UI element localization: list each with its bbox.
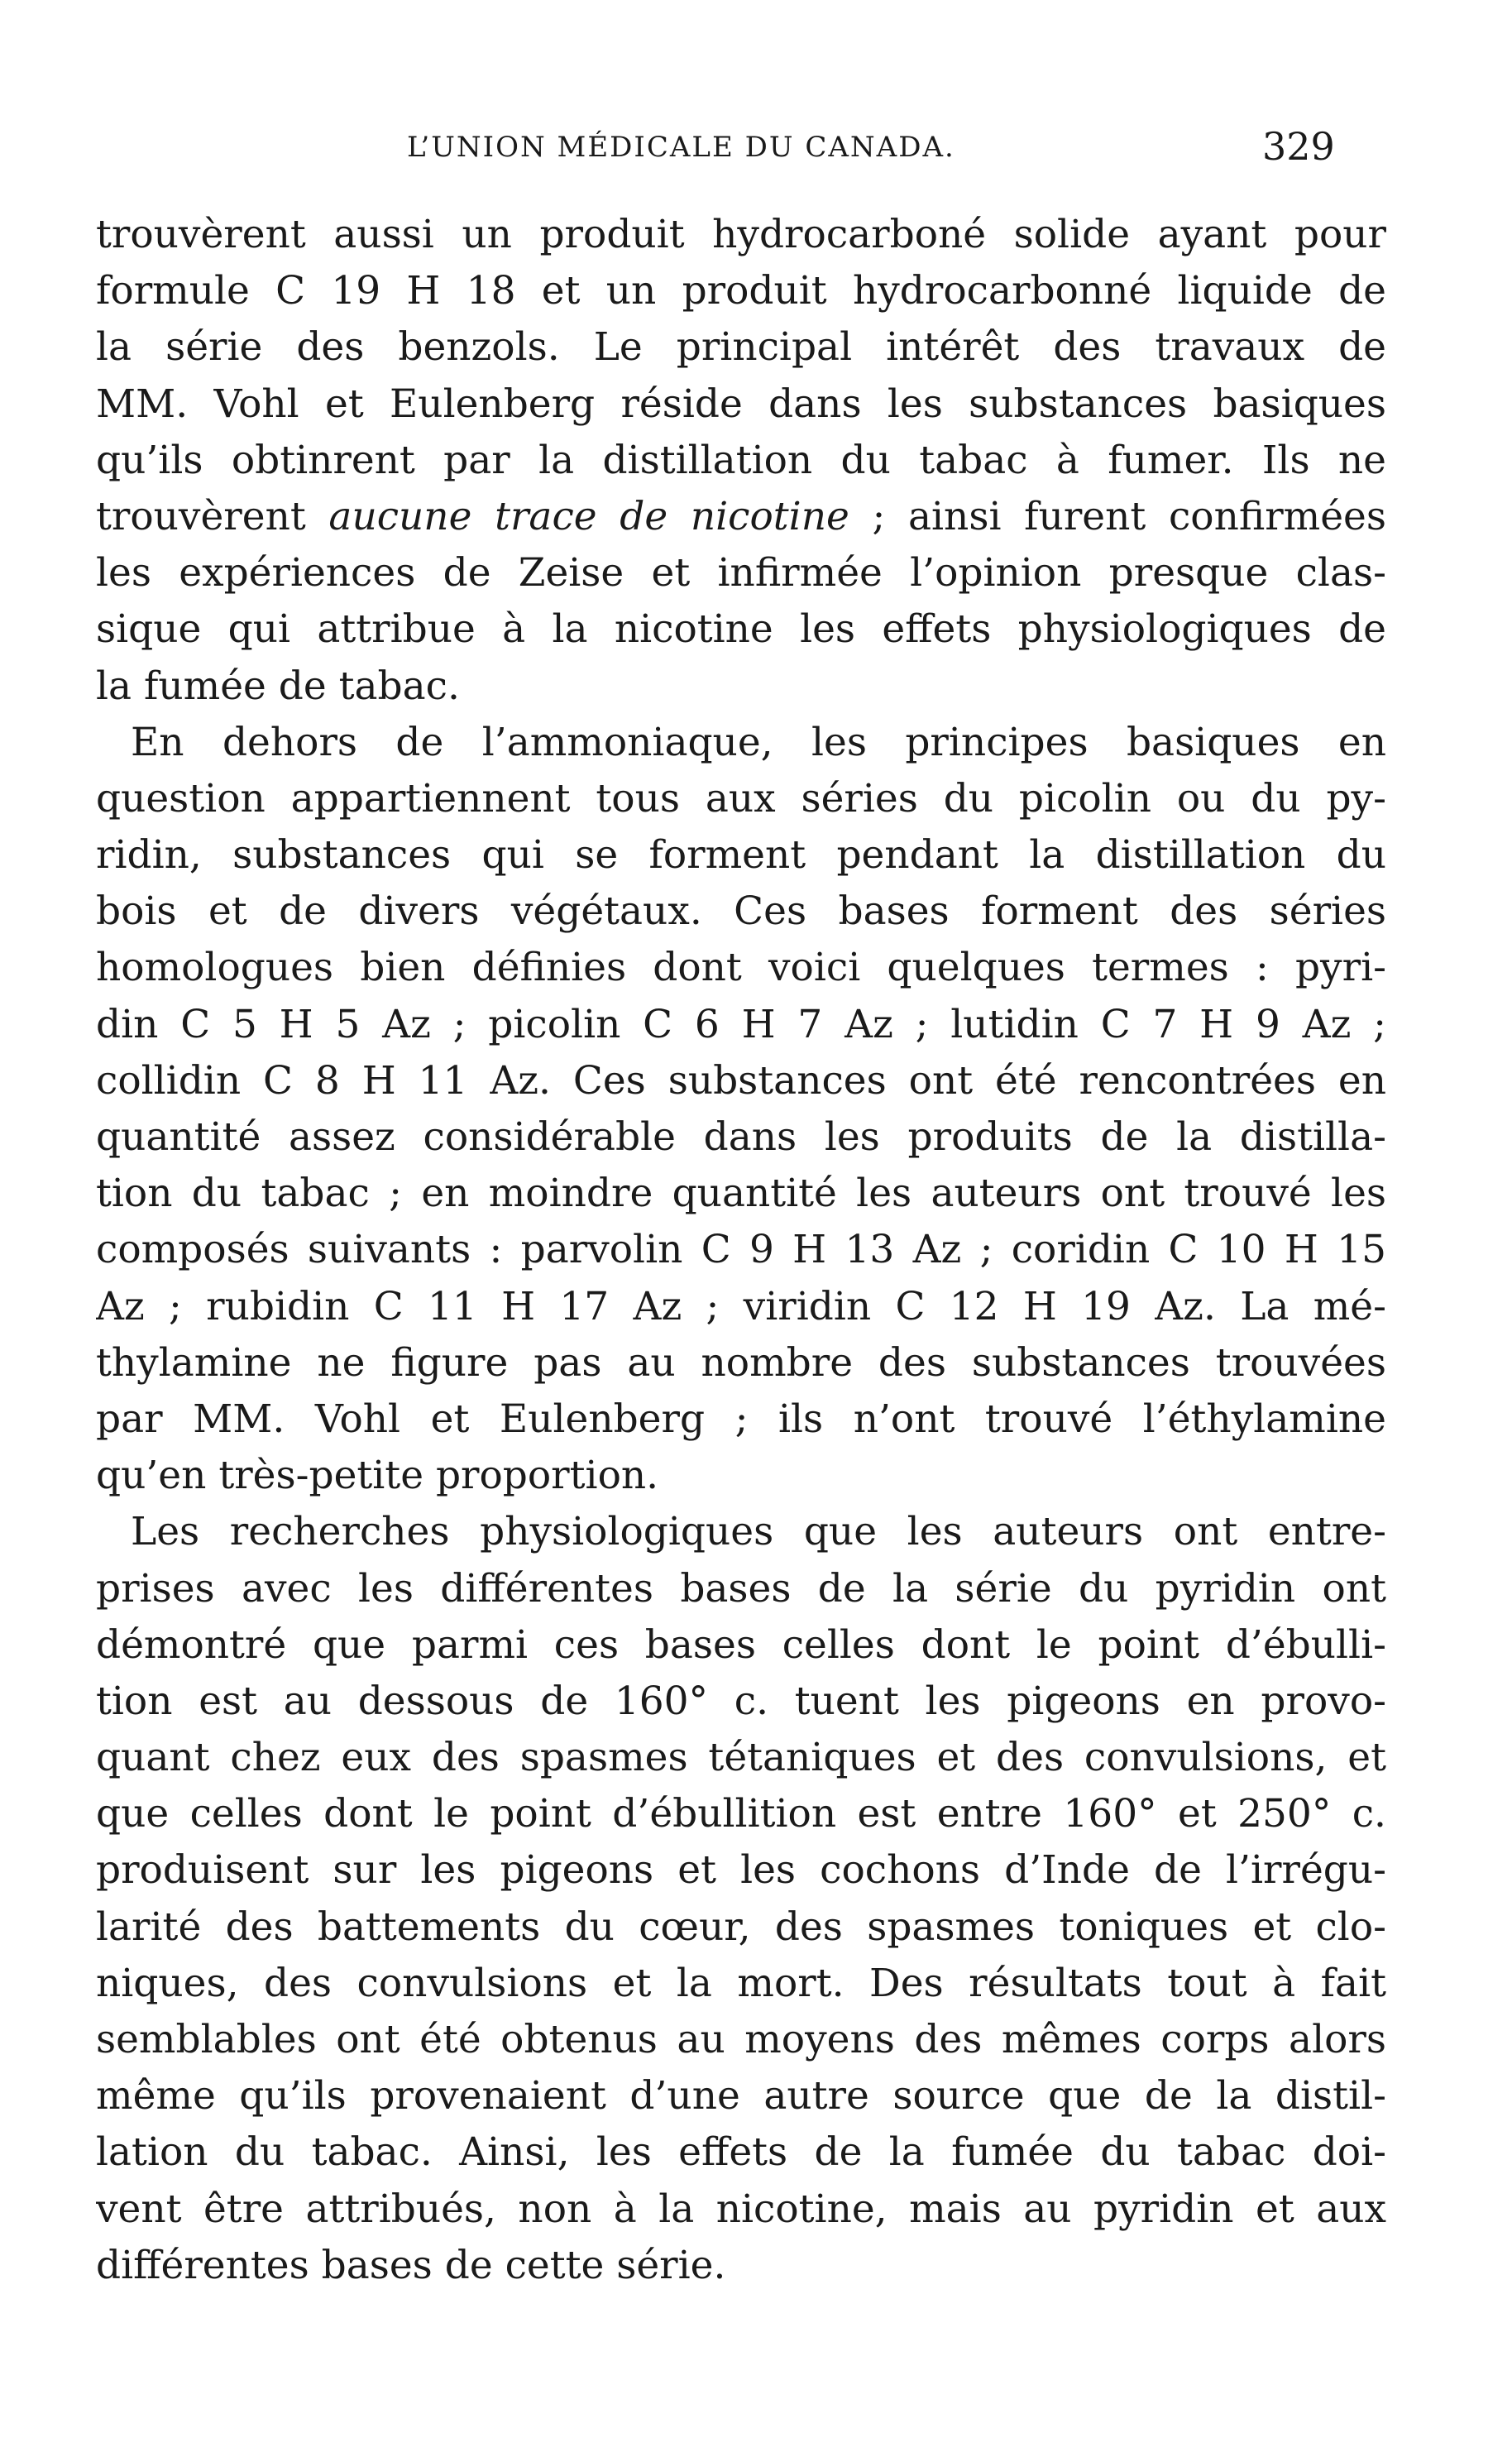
- text-line: la fumée de tabac.: [96, 663, 460, 709]
- text-line: composés suivants : parvolin C 9 H 13 Az ; coridin C 10 H 15: [96, 1227, 1386, 1273]
- text-line: MM. Vohl et Eulenberg réside dans les substances basiques: [96, 381, 1386, 427]
- text-line: même qu’ils provenaient d’une autre source que de la distil-: [96, 2073, 1386, 2119]
- text-line: sique qui attribue à la nicotine les effets physiologiques de: [96, 606, 1386, 653]
- text-line: quantité assez considérable dans les produits de la distilla-: [96, 1114, 1386, 1160]
- text-run: ; ainsi furent confirmées: [849, 493, 1386, 539]
- text-line: niques, des convulsions et la mort. Des résultats tout à fait: [96, 1960, 1386, 2006]
- text-line: produisent sur les pigeons et les cochons d’Inde de l’irrégu-: [96, 1847, 1386, 1894]
- text-line: semblables ont été obtenus au moyens des mêmes corps alors: [96, 2017, 1386, 2062]
- page-number: 329: [1262, 124, 1335, 169]
- text-line: par MM. Vohl et Eulenberg ; ils n’ont trouvé l’éthylamine: [96, 1396, 1386, 1442]
- text-line: la série des benzols. Le principal intérêt des travaux de: [96, 324, 1386, 371]
- text-line: différentes bases de cette série.: [96, 2242, 726, 2288]
- italic-phrase: aucune trace de nicotine: [328, 493, 849, 539]
- text-line: Les recherches physiologiques que les auteurs ont entre-: [131, 1509, 1386, 1555]
- text-run: trouvèrent: [96, 493, 329, 539]
- text-line: les expériences de Zeise et infirmée l’opinion presque clas-: [96, 550, 1386, 596]
- text-line: démontré que parmi ces bases celles dont le point d’ébulli-: [96, 1621, 1386, 1668]
- text-line: collidin C 8 H 11 Az. Ces substances ont été rencontrées en: [96, 1057, 1386, 1104]
- text-line: En dehors de l’ammoniaque, les principes basiques en: [131, 719, 1386, 765]
- text-line: formule C 19 H 18 et un produit hydrocarbonné liquide de: [96, 268, 1386, 314]
- text-line: prises avec les différentes bases de la série du pyridin ont: [96, 1565, 1386, 1612]
- text-line: thylamine ne figure pas au nombre des substances trouvées: [96, 1339, 1386, 1386]
- text-line: quant chez eux des spasmes tétaniques et des convulsions, et: [96, 1735, 1386, 1781]
- running-title: L’UNION MÉDICALE DU CANADA.: [407, 131, 955, 164]
- running-header: [0, 124, 1512, 174]
- text-line: homologues bien définies dont voici quelques termes : pyri-: [96, 945, 1386, 991]
- text-line: [96, 489, 1386, 545]
- text-line: tion est au dessous de 160° c. tuent les pigeons en provo-: [96, 1678, 1386, 1724]
- body-text: [96, 207, 1386, 2294]
- text-line: trouvèrent aussi un produit hydrocarboné solide ayant pour: [96, 212, 1386, 257]
- text-line: lation du tabac. Ainsi, les effets de la fumée du tabac doi-: [96, 2129, 1386, 2176]
- text-line: qu’en très-petite proportion.: [96, 1453, 659, 1499]
- text-line: qu’ils obtinrent par la distillation du tabac à fumer. Ils ne: [96, 437, 1386, 483]
- text-line: bois et de divers végétaux. Ces bases forment des séries: [96, 888, 1386, 935]
- text-line: vent être attribués, non à la nicotine, mais au pyridin et aux: [96, 2186, 1386, 2232]
- text-line: question appartiennent tous aux séries du picolin ou du py-: [96, 775, 1386, 821]
- text-line: ridin, substances qui se forment pendant la distillation du: [96, 832, 1386, 879]
- text-line: que celles dont le point d’ébullition est entre 160° et 250° c.: [96, 1791, 1386, 1837]
- text-line: din C 5 H 5 Az ; picolin C 6 H 7 Az ; lutidin C 7 H 9 Az ;: [96, 1001, 1386, 1047]
- text-line: tion du tabac ; en moindre quantité les auteurs ont trouvé les: [96, 1171, 1386, 1217]
- text-line: Az ; rubidin C 11 H 17 Az ; viridin C 12 H 19 Az. La mé-: [96, 1283, 1386, 1329]
- text-line: larité des battements du cœur, des spasmes toniques et clo-: [96, 1904, 1386, 1950]
